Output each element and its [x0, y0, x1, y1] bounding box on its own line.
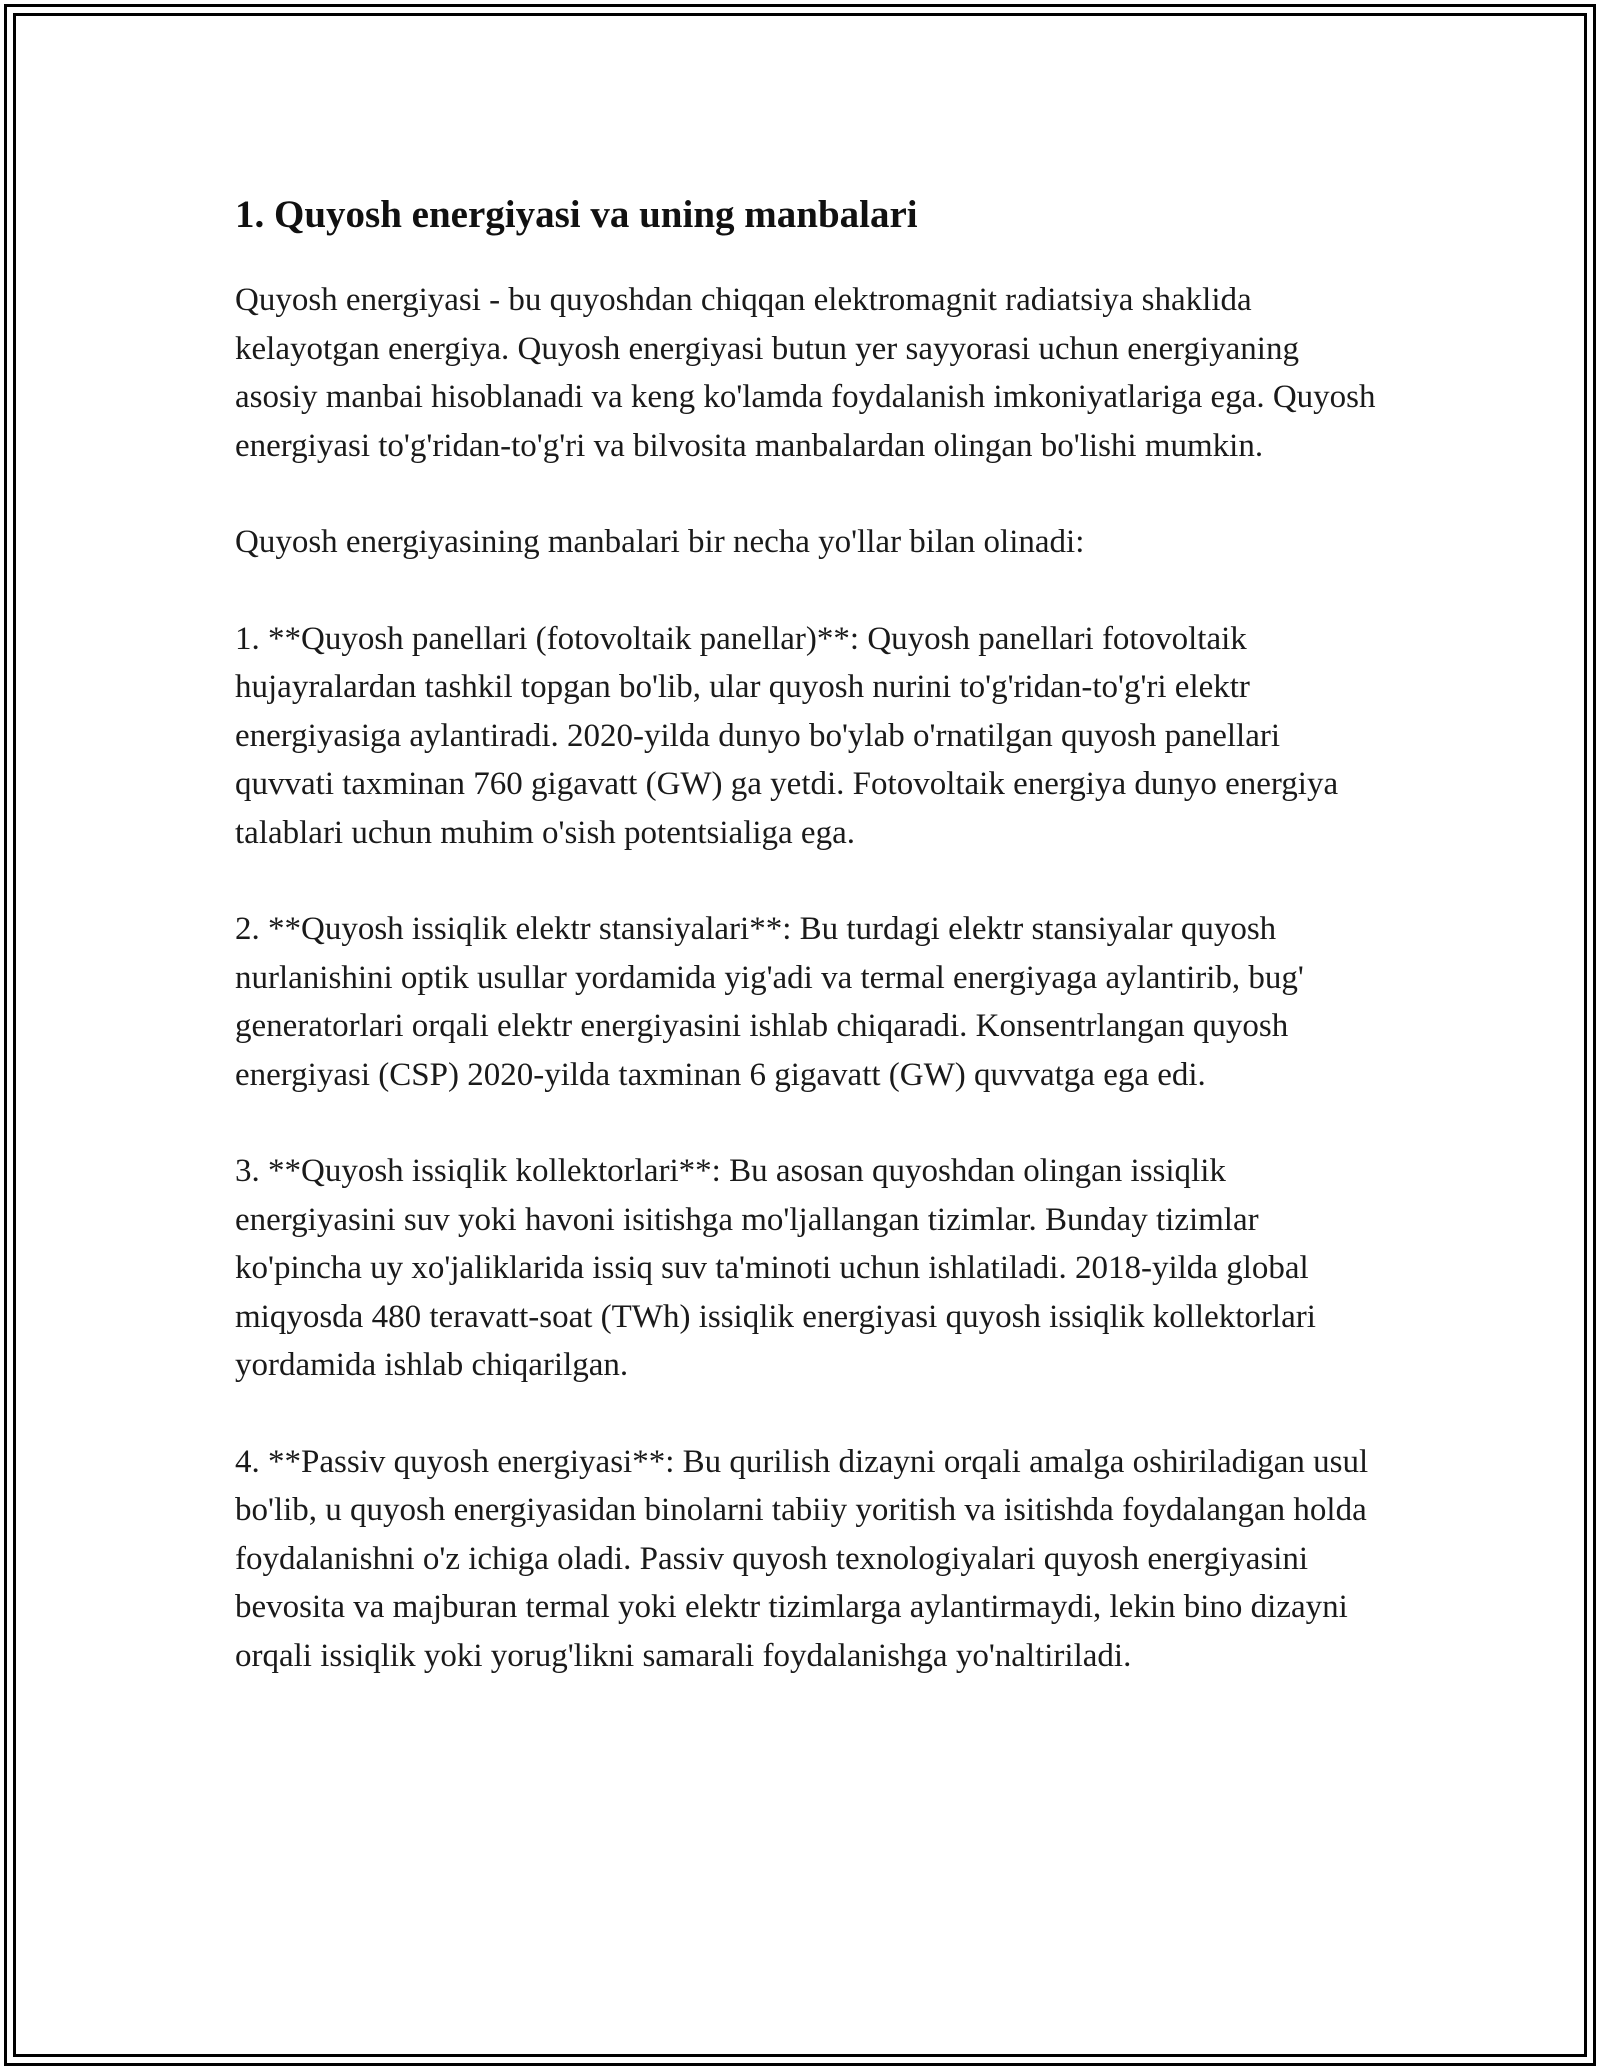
passive-solar-paragraph: 4. **Passiv quyosh energiyasi**: Bu qurilish dizayni orqali amalga oshiriladigan usul bo'lib, u quyosh energiyasidan binolarni tabiiy yoritish va isitishda foydalangan holda foydalanishni o'z ichiga oladi. Passiv quyosh texnologiyalari quyosh energiyasini bevosita va majburan termal yoki elektr tizimlarga aylantirmaydi, lekin bino dizayni orqali issiqlik yoki yorug'likni samarali foydalanishga yo'naltiriladi. [235, 1443, 1369, 1674]
intro-paragraph: Quyosh energiyasi - bu quyoshdan chiqqan elektromagnit radiatsiya shaklida kelayotgan energiya. Quyosh energiyasi butun yer sayyorasi uchun energiyaning asosiy manbai hisoblanadi va keng ko'lamda foydalanish imkoniyatlariga ega. Quyosh energiyasi to'g'ridan-to'g'ri va bilvosita manbalardan olingan bo'lishi mumkin. [235, 282, 1376, 464]
solar-panels-paragraph: 1. **Quyosh panellari (fotovoltaik panellar)**: Quyosh panellari fotovoltaik hujayralardan tashkil topgan bo'lib, ular quyosh nurini to'g'ridan-to'g'ri elektr energiyasiga aylantiradi. 2020-yilda dunyo bo'ylab o'rnatilgan quyosh panellari quvvati taxminan 760 gigavatt (GW) ga yetdi. Fotovoltaik energiya dunyo energiya talablari uchun muhim o'sish potentsialiga ega. [235, 620, 1339, 851]
document-title: 1. Quyosh energiyasi va uning manbalari [235, 193, 918, 236]
sources-intro-paragraph: Quyosh energiyasining manbalari bir necha yo'llar bilan olinadi: [235, 524, 1085, 560]
solar-thermal-collectors-paragraph: 3. **Quyosh issiqlik kollektorlari**: Bu asosan quyoshdan olingan issiqlik energiyasini suv yoki havoni isitishga mo'ljallangan tizimlar. Bunday tizimlar ko'pincha uy xo'jaliklarida issiq suv ta'minoti uchun ishlatiladi. 2018-yilda global miqyosda 480 teravatt-soat (TWh) issiqlik energiyasi quyosh issiqlik kollektorlari yordamida ishlab chiqarilgan. [235, 1153, 1316, 1383]
document-body [235, 180, 1385, 1728]
solar-thermal-plants-paragraph: 2. **Quyosh issiqlik elektr stansiyalari**: Bu turdagi elektr stansiyalar quyosh nurlanishini optik usullar yordamida yig'adi va termal energiyaga aylantirib, bug' generatorlari orqali elektr energiyasini ishlab chiqaradi. Konsentrlangan quyosh energiyasi (CSP) 2020-yilda taxminan 6 gigavatt (GW) quvvatga ega edi. [235, 911, 1304, 1093]
